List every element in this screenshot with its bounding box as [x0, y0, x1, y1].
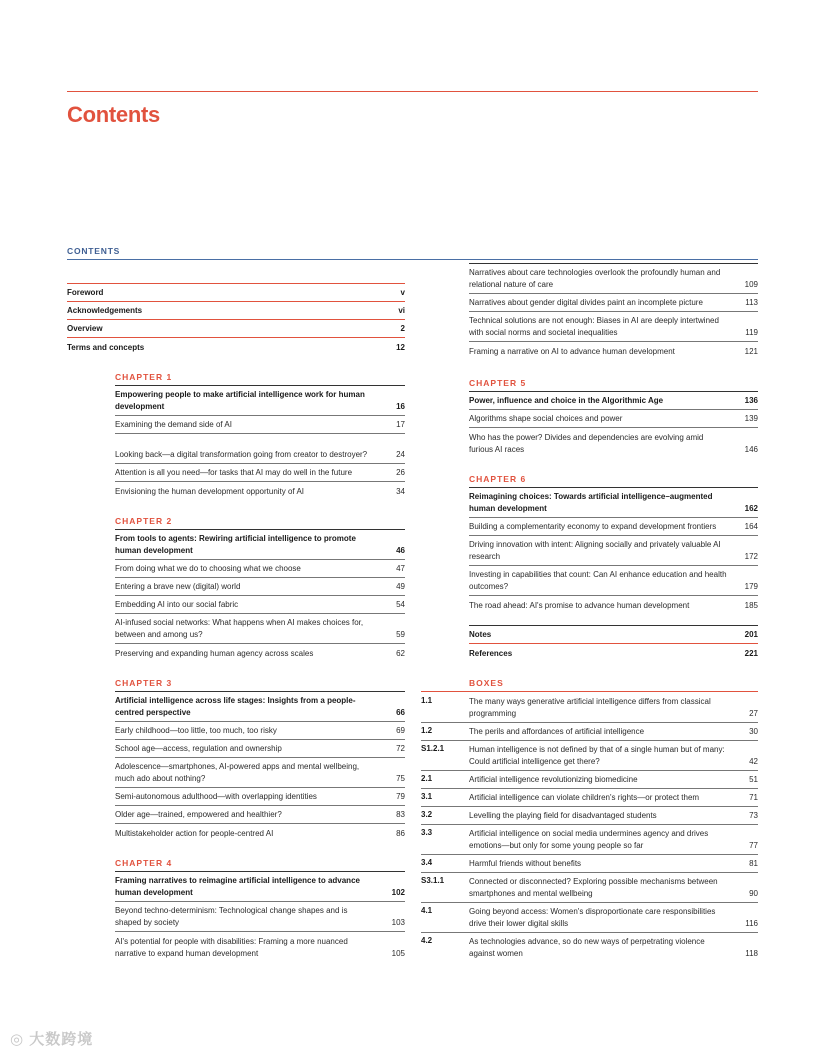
toc-row[interactable]: Narratives about care technologies overlook the profoundly human and relational nature of care 109: [469, 265, 758, 294]
box-row[interactable]: Connected or disconnected? Exploring possible mechanisms between smartphones and mental wellbeing 90: [469, 877, 758, 898]
box-number: 3.4: [421, 858, 433, 867]
chapter-2-label: CHAPTER 2: [115, 516, 173, 526]
box-number: 4.1: [421, 906, 433, 915]
toc-row[interactable]: Early childhood—too little, too much, too risky 69: [115, 723, 405, 740]
watermark-icon: ◎: [10, 1031, 30, 1048]
chapter-3-rule: [115, 691, 405, 692]
toc-row-terms[interactable]: Terms and concepts 12: [67, 343, 405, 352]
chapter-1-rule: [115, 385, 405, 386]
box-number: 3.2: [421, 810, 433, 819]
toc-row[interactable]: Entering a brave new (digital) world 49: [115, 579, 405, 596]
chapter-3-heading[interactable]: Artificial intelligence across life stages: Insights from a people-centred perspective 66: [115, 693, 405, 722]
watermark-logo: ◎ 大数跨境: [10, 1031, 94, 1048]
chapter-1-heading[interactable]: Empowering people to make artificial intelligence work for human development 16: [115, 387, 405, 416]
page-title: Contents: [67, 102, 160, 127]
toc-row-references[interactable]: References 221: [469, 649, 758, 658]
chapter-2-rule: [115, 529, 405, 530]
toc-row[interactable]: Multistakeholder action for people-centred AI 86: [115, 829, 405, 838]
toc-row[interactable]: Who has the power? Divides and dependencies are evolving amid furious AI races 146: [469, 433, 758, 454]
chapter-4-rule: [115, 871, 405, 872]
chapter-5-rule: [469, 391, 758, 392]
toc-row[interactable]: AI's potential for people with disabilities: Framing a more nuanced narrative to expand human development 105: [115, 937, 405, 958]
chapter-4-continued-rule: [469, 263, 758, 264]
toc-row[interactable]: Algorithms shape social choices and power 139: [469, 411, 758, 428]
box-row[interactable]: The many ways generative artificial intelligence differs from classical programming 27: [469, 697, 758, 718]
chapter-3-label: CHAPTER 3: [115, 678, 173, 688]
toc-row[interactable]: Building a complementarity economy to expand development frontiers 164: [469, 519, 758, 536]
toc-row[interactable]: Attention is all you need—for tasks that AI may do well in the future 26: [115, 465, 405, 482]
toc-row[interactable]: The road ahead: AI's promise to advance human development 185: [469, 601, 758, 610]
back-matter-rule: [469, 625, 758, 626]
box-row[interactable]: Human intelligence is not defined by that of a single human but of many: Could artificial intelligence get there? 42: [469, 745, 758, 766]
toc-row-foreword[interactable]: Foreword v: [67, 285, 405, 302]
toc-row[interactable]: Preserving and expanding human agency across scales 62: [115, 649, 405, 658]
contents-section-label: CONTENTS: [67, 246, 121, 256]
chapter-4-heading[interactable]: Framing narratives to reimagine artificial intelligence to advance human development 102: [115, 873, 405, 902]
toc-row[interactable]: From doing what we do to choosing what we choose 47: [115, 561, 405, 578]
box-row[interactable]: Levelling the playing field for disadvantaged students 73: [469, 811, 758, 820]
boxes-label: BOXES: [469, 678, 504, 688]
box-number: 3.1: [421, 792, 433, 801]
toc-row[interactable]: Older age—trained, empowered and healthier? 83: [115, 807, 405, 824]
boxes-rule: [421, 691, 758, 692]
chapter-1-label: CHAPTER 1: [115, 372, 173, 382]
toc-row[interactable]: Embedding AI into our social fabric 54: [115, 597, 405, 614]
box-number: 4.2: [421, 936, 433, 945]
toc-row[interactable]: Driving innovation with intent: Aligning socially and privately valuable AI research 172: [469, 537, 758, 566]
chapter-5-label: CHAPTER 5: [469, 378, 527, 388]
box-number: 1.2: [421, 726, 433, 735]
box-row[interactable]: The perils and affordances of artificial intelligence 30: [469, 727, 758, 736]
toc-row[interactable]: AI-infused social networks: What happens when AI makes choices for, between and among us? 59: [115, 615, 405, 644]
toc-row[interactable]: Semi-autonomous adulthood—with overlapping identities 79: [115, 789, 405, 806]
toc-row[interactable]: Envisioning the human development opportunity of AI 34: [115, 487, 405, 496]
chapter-4-label: CHAPTER 4: [115, 858, 173, 868]
box-number: 1.1: [421, 696, 433, 705]
box-number: S3.1.1: [421, 876, 445, 885]
box-number: S1.2.1: [421, 744, 445, 753]
box-row[interactable]: Artificial intelligence can violate children's rights—or protect them 71: [469, 793, 758, 802]
box-row[interactable]: Artificial intelligence on social media undermines agency and drives emotions—but only for some young people so far 77: [469, 829, 758, 850]
chapter-6-rule: [469, 487, 758, 488]
toc-row[interactable]: Narratives about gender digital divides paint an incomplete picture 113: [469, 295, 758, 312]
contents-divider: [67, 259, 758, 260]
toc-row-acknowledgements[interactable]: Acknowledgements vi: [67, 303, 405, 320]
chapter-6-label: CHAPTER 6: [469, 474, 527, 484]
box-row[interactable]: As technologies advance, so do new ways of perpetrating violence against women 118: [469, 937, 758, 958]
toc-row[interactable]: Examining the demand side of AI 17: [115, 417, 405, 434]
chapter-6-heading[interactable]: Reimagining choices: Towards artificial intelligence–augmented human development 162: [469, 489, 758, 518]
toc-row-notes[interactable]: Notes 201: [469, 627, 758, 644]
box-number: 3.3: [421, 828, 433, 837]
box-row[interactable]: Harmful friends without benefits 81: [469, 859, 758, 868]
toc-row[interactable]: Beyond techno-determinism: Technological change shapes and is shaped by society 103: [115, 903, 405, 932]
box-row[interactable]: Going beyond access: Women's disproportionate care responsibilities drive their lower digital skills 116: [469, 907, 758, 928]
toc-row[interactable]: Adolescence—smartphones, AI-powered apps and mental wellbeing, much ado about nothing? 75: [115, 759, 405, 788]
toc-row[interactable]: Looking back—a digital transformation going from creator to destroyer? 24: [115, 435, 405, 464]
toc-row[interactable]: Framing a narrative on AI to advance human development 121: [469, 347, 758, 356]
toc-row[interactable]: Investing in capabilities that count: Can AI enhance education and health outcomes? 179: [469, 567, 758, 596]
top-rule: [67, 91, 758, 92]
toc-row-overview[interactable]: Overview 2: [67, 321, 405, 338]
chapter-5-heading[interactable]: Power, influence and choice in the Algorithmic Age 136: [469, 393, 758, 410]
box-number: 2.1: [421, 774, 433, 783]
chapter-2-heading[interactable]: From tools to agents: Rewiring artificial intelligence to promote human development 46: [115, 531, 405, 560]
toc-row[interactable]: Technical solutions are not enough: Biases in AI are deeply intertwined with social norms and societal inequalities 119: [469, 313, 758, 342]
box-row[interactable]: Artificial intelligence revolutionizing biomedicine 51: [469, 775, 758, 784]
toc-row[interactable]: School age—access, regulation and ownership 72: [115, 741, 405, 758]
front-matter-top-rule: [67, 283, 405, 284]
